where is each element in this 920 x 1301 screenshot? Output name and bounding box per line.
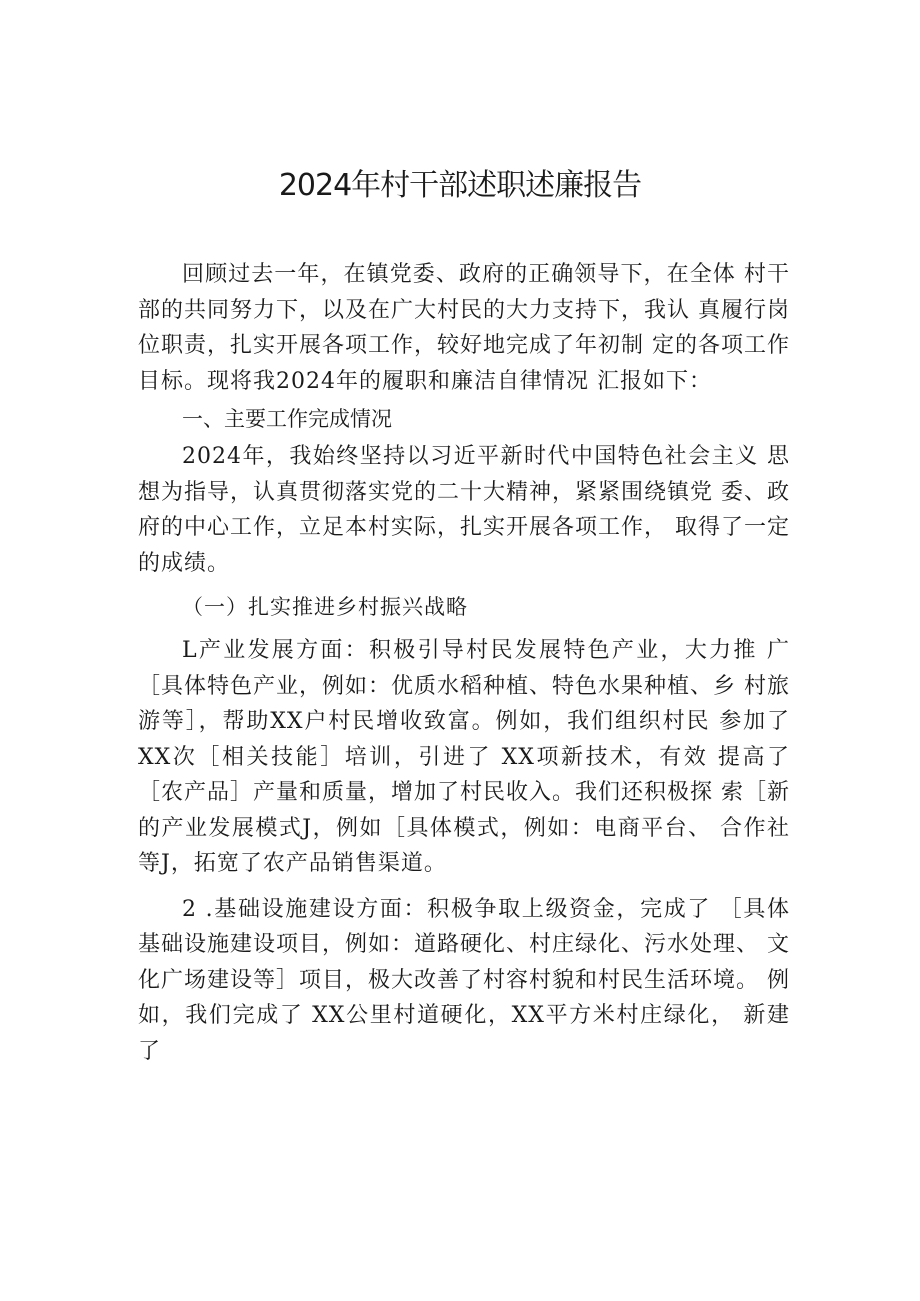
item-paragraph-industry: L产业发展方面：积极引导村民发展特色产业，大力推 广［具体特色产业，例如：优质水稻种植、特色水果种植、乡 村旅游等］，帮助XX户村民增收致富。例如，我们组织村民 参加了 XX次［相关技能］培训，引进了 XX项新技术，有效 提高了 ［农产品］产量和质量，增加了村民收入。我们还积极探 索［新的产业发展模式J，例如［具体模式，例如：电商平台、 合作社等J，拓宽了农产品销售渠道。 <box>138 638 790 876</box>
section-paragraph: 2024年，我始终坚持以习近平新时代中国特色社会主义 思想为指导，认真贯彻落实党的二十大精神，紧紧围绕镇党 委、政府的中心工作，立足本村实际，扎实开展各项工作， 取得了一定的成绩。 <box>138 444 790 576</box>
section-heading: 一、主要工作完成情况 <box>182 407 392 431</box>
intro-paragraph: 回顾过去一年，在镇党委、政府的正确领导下，在全体 村干部的共同努力下，以及在广大村民的大力支持下，我认 真履行岗位职责，扎实开展各项工作，较好地完成了年初制 定的各项工作目标。现将我2024年的履职和廉洁自律情况 汇报如下： <box>138 262 790 394</box>
item-paragraph-infrastructure: 2 .基础设施建设方面：积极争取上级资金，完成了 ［具体基础设施建设项目，例如：道路硬化、村庄绿化、污水处理、 文化广场建设等］项目，极大改善了村容村貌和村民生活环境。 例如，我们完成了 XX公里村道硬化，XX平方米村庄绿化， 新建了 <box>138 896 790 1064</box>
subsection-heading: （一）扎实推进乡村振兴战略 <box>182 595 468 619</box>
document-body <box>138 257 790 1069</box>
document-title: 2024年村干部述职述廉报告 <box>278 168 642 203</box>
